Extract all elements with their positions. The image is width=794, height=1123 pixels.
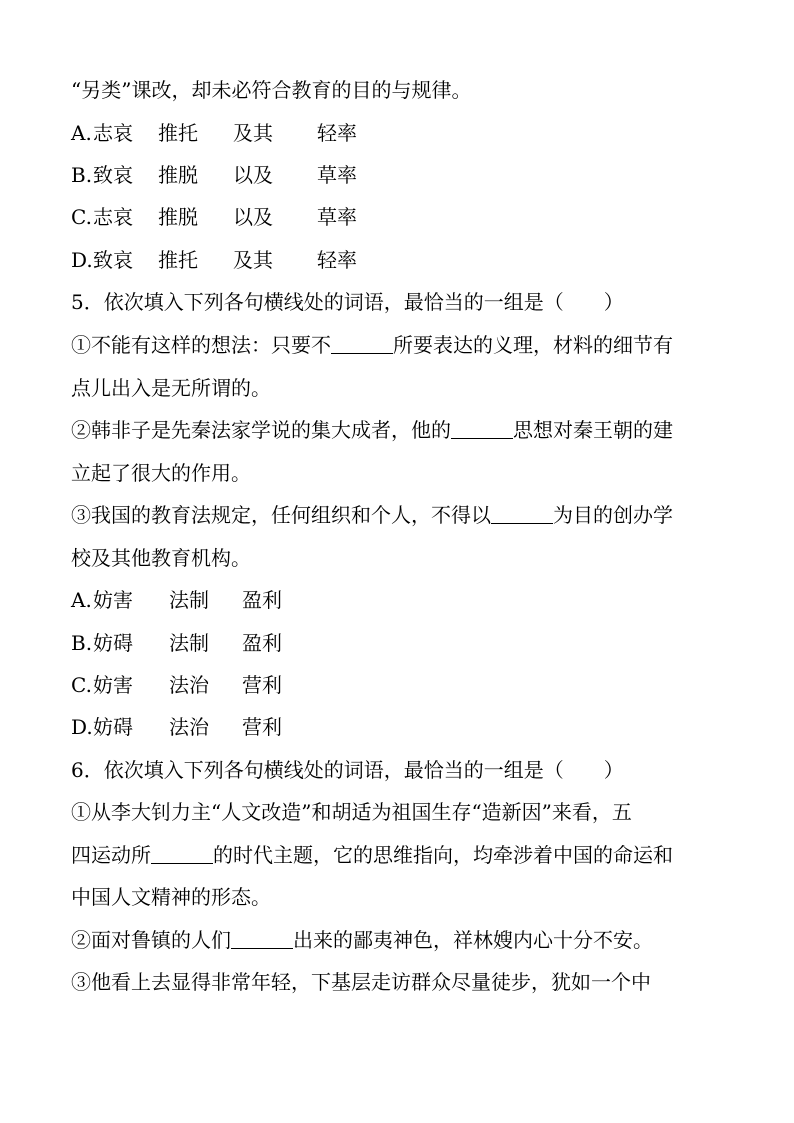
option-word-2: 推托 — [158, 248, 198, 272]
intro-line: “另类”课改，却未必符合教育的目的与规律。 — [71, 78, 472, 102]
q6-stem-text: 6．依次填入下列各句横线处的词语，最恰当的一组是（ — [71, 758, 564, 782]
q5-option-a — [71, 587, 471, 613]
q6-sentence-3: ③他看上去显得非常年轻，下基层走访群众尽量徒步，犹如一个中 — [71, 970, 651, 994]
option-word-1: 妨碍 — [93, 715, 133, 739]
q5-stem-close: ） — [603, 290, 624, 314]
option-word-1: 致哀 — [93, 248, 133, 272]
option-letter: D. — [71, 248, 93, 272]
q5-option-d — [71, 714, 471, 740]
option-word-3: 及其 — [233, 248, 273, 272]
option-letter: B. — [71, 163, 93, 187]
sentence-text: ②面对鲁镇的人们 — [71, 928, 231, 952]
option-word-1: 妨害 — [93, 588, 133, 612]
option-word-2: 推脱 — [158, 205, 198, 229]
option-word-2: 法制 — [169, 588, 209, 612]
sentence-text: 所要表达的义理，材料的细节有 — [393, 333, 673, 357]
q4-option-a — [71, 120, 471, 146]
option-word-3: 营利 — [242, 673, 282, 697]
option-word-2: 法治 — [169, 673, 209, 697]
sentence-text: 思想对秦王朝的建 — [513, 418, 673, 442]
option-word-2: 法治 — [169, 715, 209, 739]
option-word-3: 以及 — [233, 205, 273, 229]
sentence-text: ①不能有这样的想法：只要不 — [71, 333, 331, 357]
q6-sentence-1-cont — [71, 842, 673, 868]
q5-stem — [71, 289, 624, 315]
option-letter: A. — [71, 121, 92, 145]
option-word-3: 及其 — [233, 121, 273, 145]
q5-sentence-1 — [71, 332, 673, 358]
sentence-text: 的时代主题，它的思维指向，均牵涉着中国的命运和 — [213, 843, 673, 867]
sentence-text: 出来的鄙夷神色，祥林嫂内心十分不安。 — [293, 928, 653, 952]
option-letter: A. — [71, 588, 92, 612]
sentence-text: ③我国的教育法规定，任何组织和个人，不得以 — [71, 503, 491, 527]
fill-blank — [151, 843, 213, 864]
fill-blank — [451, 418, 513, 439]
q5-option-c — [71, 672, 471, 698]
option-word-1: 妨碍 — [93, 631, 133, 655]
option-word-3: 盈利 — [242, 631, 282, 655]
option-word-2: 推托 — [158, 121, 198, 145]
option-word-1: 致哀 — [93, 163, 133, 187]
q6-sentence-2 — [71, 927, 653, 953]
fill-blank — [491, 503, 553, 524]
option-word-2: 推脱 — [158, 163, 198, 187]
option-word-3: 以及 — [233, 163, 273, 187]
q6-sentence-1: ①从李大钊力主“人文改造”和胡适为祖国生存“造新因”来看，五 — [71, 800, 632, 824]
option-word-4: 草率 — [317, 163, 357, 187]
sentence-text: ②韩非子是先秦法家学说的集大成者，他的 — [71, 418, 451, 442]
option-word-1: 志哀 — [93, 121, 133, 145]
q4-option-c — [71, 204, 471, 230]
sentence-text: 为目的创办学 — [553, 503, 673, 527]
option-word-2: 法制 — [169, 631, 209, 655]
option-letter: C. — [71, 673, 92, 697]
q6-stem — [71, 757, 624, 783]
q5-sentence-3 — [71, 502, 673, 528]
q5-stem-text: 5．依次填入下列各句横线处的词语，最恰当的一组是（ — [71, 290, 564, 314]
option-letter: D. — [71, 715, 93, 739]
q5-sentence-1-cont: 点儿出入是无所谓的。 — [71, 376, 271, 400]
option-word-3: 营利 — [242, 715, 282, 739]
q4-option-b — [71, 162, 471, 188]
fill-blank — [231, 928, 293, 949]
q5-option-b — [71, 630, 471, 656]
option-word-4: 轻率 — [317, 248, 357, 272]
option-letter: B. — [71, 631, 93, 655]
option-word-1: 妨害 — [93, 673, 133, 697]
sentence-text: 四运动所 — [71, 843, 151, 867]
option-word-4: 轻率 — [317, 121, 357, 145]
option-word-1: 志哀 — [93, 205, 133, 229]
q6-stem-close: ） — [603, 758, 624, 782]
option-letter: C. — [71, 205, 92, 229]
fill-blank — [331, 333, 393, 354]
option-word-4: 草率 — [317, 205, 357, 229]
q5-sentence-2 — [71, 417, 673, 443]
q4-option-d — [71, 247, 471, 273]
q6-sentence-1-end: 中国人文精神的形态。 — [71, 885, 271, 909]
q5-sentence-3-cont: 校及其他教育机构。 — [71, 546, 251, 570]
q5-sentence-2-cont: 立起了很大的作用。 — [71, 461, 251, 485]
option-word-3: 盈利 — [242, 588, 282, 612]
